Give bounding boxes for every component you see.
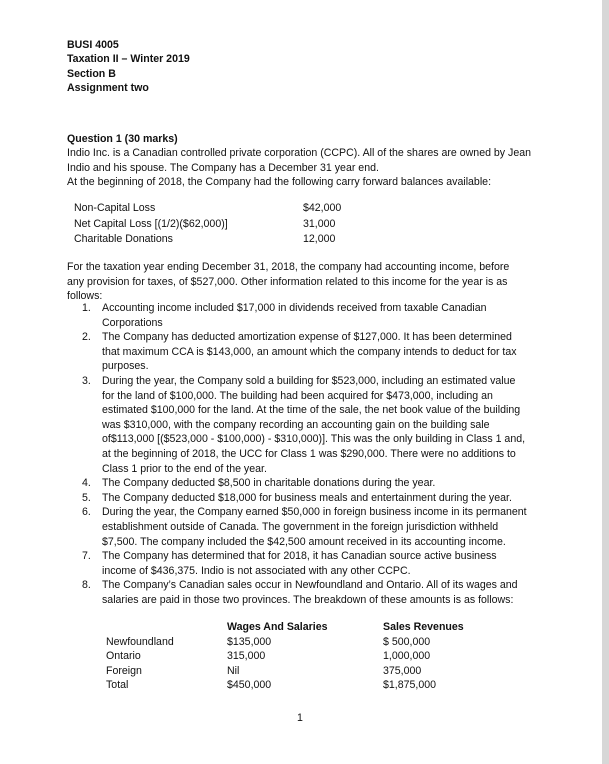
table-header-row	[106, 620, 486, 635]
item-number: 4.	[82, 477, 91, 490]
province-cell: Foreign	[106, 664, 142, 677]
list-item	[82, 374, 530, 476]
sales-cell: $ 500,000	[383, 635, 431, 648]
list-item	[82, 505, 530, 549]
question-title: Question 1 (30 marks)	[67, 133, 178, 145]
list-item	[82, 330, 530, 374]
balance-label: Net Capital Loss [(1/2)($62,000)]	[74, 217, 228, 230]
balance-value: 12,000	[303, 233, 336, 245]
table-row	[74, 217, 374, 233]
item-number: 7.	[82, 550, 91, 563]
header-cell-wages: Wages And Salaries	[227, 621, 328, 633]
item-text: Accounting income included $17,000 in dividends received from taxable Canadian Corporations	[102, 302, 487, 329]
question-intro: Indio Inc. is a Canadian controlled private corporation (CCPC). All of the shares are owned by Jean Indio and his spouse. The Company has a December 31 year end.	[67, 147, 532, 174]
balance-value: 31,000	[303, 217, 336, 230]
information-list	[82, 301, 530, 607]
document-header	[67, 38, 190, 96]
item-number: 6.	[82, 506, 91, 519]
item-text: During the year, the Company sold a building for $523,000, including an estimated value for the land of $100,000. The building had been acquired for $473,000, including an estimated $100,000 for the land. At the time of the sale, the net book value of the building was $310,000, with the company recording an accounting gain on the building sale of$113,000 [($523,000 - $100,000) - $310,000)]. This was the only building in Class 1 and, at the beginning of 2018, the UCC for Class 1 was $290,000. There were no additions to Class 1 prior to the end of the year.	[102, 374, 526, 475]
header-cell-sales: Sales Revenues	[383, 621, 464, 633]
province-cell: Total	[106, 679, 129, 692]
list-item	[82, 578, 530, 607]
sales-cell: 375,000	[383, 664, 422, 677]
table-row	[74, 232, 374, 248]
balance-label: Charitable Donations	[74, 233, 173, 245]
course-code: BUSI 4005	[67, 39, 119, 51]
income-intro: For the taxation year ending December 31, 2018, the company had accounting income, before any provision for taxes, of $527,000. Other information related to this income for the year is as follows:	[67, 261, 510, 303]
balance-label: Non-Capital Loss	[74, 202, 156, 214]
item-number: 3.	[82, 374, 91, 387]
list-item	[82, 491, 530, 506]
wages-cell: $135,000	[227, 635, 272, 648]
province-cell: Ontario	[106, 650, 141, 663]
wages-cell: Nil	[227, 664, 240, 677]
item-number: 5.	[82, 491, 91, 504]
carry-forward-table	[74, 201, 374, 248]
table-row	[106, 664, 486, 679]
balances-intro: At the beginning of 2018, the Company had the following carry forward balances available:	[67, 176, 492, 188]
course-term: Taxation II – Winter 2019	[67, 53, 190, 66]
item-number: 2.	[82, 331, 91, 344]
item-text: The Company’s Canadian sales occur in Newfoundland and Ontario. All of its wages and salaries are paid in those two provinces. The breakdown of these amounts is as follows:	[102, 579, 518, 606]
table-row	[74, 201, 374, 217]
section-label: Section B	[67, 67, 116, 80]
page-number: 1	[297, 712, 303, 724]
item-text: During the year, the Company earned $50,000 in foreign business income in its permanent establishment outside of Canada. The government in the foreign jurisdiction withheld $7,500. The company included the $42,500 amount received in its accounting income.	[102, 506, 527, 548]
page-edge-shadow	[602, 0, 609, 764]
table-row	[106, 678, 486, 693]
wages-cell: $450,000	[227, 679, 272, 692]
list-item	[82, 301, 530, 330]
item-text: The Company deducted $18,000 for business meals and entertainment during the year.	[102, 491, 512, 504]
item-number: 8.	[82, 579, 91, 592]
table-row	[106, 649, 486, 664]
wages-cell: 315,000	[227, 650, 266, 663]
table-row	[106, 635, 486, 650]
item-text: The Company has determined that for 2018, it has Canadian source active business income of $436,375. Indio is not associated with any other CCPC.	[102, 550, 497, 577]
assignment-label: Assignment two	[67, 82, 149, 95]
balance-value: $42,000	[303, 202, 342, 214]
province-cell: Newfoundland	[106, 635, 174, 648]
list-item	[82, 549, 530, 578]
list-item	[82, 476, 530, 491]
item-text: The Company deducted $8,500 in charitable donations during the year.	[102, 477, 436, 490]
sales-cell: $1,875,000	[383, 679, 437, 692]
item-number: 1.	[82, 302, 91, 314]
wages-sales-table	[106, 620, 486, 693]
sales-cell: 1,000,000	[383, 650, 431, 663]
item-text: The Company has deducted amortization expense of $127,000. It has been determined that maximum CCA is $143,000, an amount which the company intends to deduct for tax purposes.	[102, 331, 517, 373]
